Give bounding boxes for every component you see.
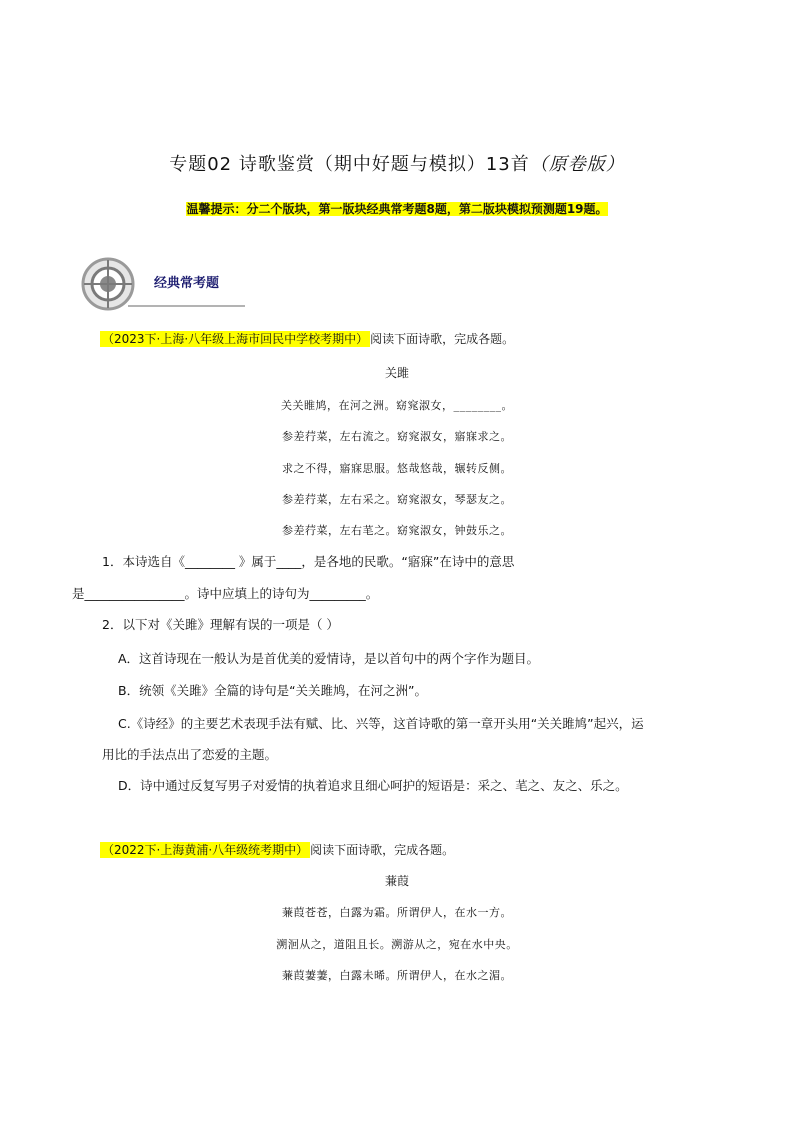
question-2-option-c-line-2: 用比的手法点出了恋爱的主题。 [102,747,278,762]
question-2-option-c-line-1: C.《诗经》的主要艺术表现手法有赋、比、兴等，这首诗歌的第一章开头用“关关雎鸠”起兴，运 [118,716,644,731]
question-2-option-a: A．这首诗现在一般认为是首优美的爱情诗，是以首句中的两个字作为题目。 [118,651,540,666]
question-1-line-2: 是________________。诗中应填上的诗句为_________。 [72,586,379,601]
poem2-title: 蒹葭 [384,874,409,888]
poem1-title: 关雎 [384,366,409,380]
poem1-line: 参差荇菜，左右采之。窈窕淑女，琴瑟友之。 [282,493,512,506]
passage1-instruction: 阅读下面诗歌，完成各题。 [370,332,515,346]
passage1-source: （2023下·上海·八年级上海市回民中学校考期中） [102,332,369,346]
title-main: 专题02 诗歌鉴赏（期中好题与模拟）13首 [169,154,530,175]
hint-banner [0,200,794,217]
poem1-line: 参差荇菜，左右流之。窈窕淑女，寤寐求之。 [282,430,512,443]
page-title [0,150,794,176]
poem2-line: 溯洄从之，道阻且长。溯游从之，宛在水中央。 [276,938,518,951]
question-1-line-1: 1．本诗选自《________ 》属于____，是各地的民歌。“寤寐”在诗中的意思 [102,554,515,569]
section-label: 经典常考题 [154,276,220,291]
question-2-option-b: B．统领《关雎》全篇的诗句是“关关雎鸠，在河之洲”。 [118,683,428,698]
passage1-source-line [100,330,514,347]
poem2-line: 蒹葭苍苍，白露为霜。所谓伊人，在水一方。 [282,906,512,919]
title-subtitle: （原卷版） [529,154,625,175]
passage2-source-line [100,841,454,858]
hint-text: 温馨提示：分二个版块，第一版块经典常考题8题，第二版块模拟预测题19题。 [186,202,608,216]
question-2-option-d: D．诗中通过反复写男子对爱情的执着追求且细心呵护的短语是：采之、芼之、友之、乐之。 [118,778,628,793]
poem1-line: 关关睢鸠，在河之洲。窈窕淑女，________。 [281,399,513,412]
poem1-line: 参差荇菜，左右芼之。窈窕淑女，钟鼓乐之。 [282,524,512,537]
passage2-source: （2022下·上海黄浦·八年级统考期中） [102,843,309,857]
passage2-instruction: 阅读下面诗歌，完成各题。 [310,843,455,857]
poem2-line: 蒹葭萋萋，白露未晞。所谓伊人，在水之湄。 [282,969,512,982]
poem1-line: 求之不得，寤寐思服。悠哉悠哉，辗转反侧。 [282,462,512,475]
question-2-stem: 2．以下对《关雎》理解有误的一项是（ ） [102,617,339,632]
